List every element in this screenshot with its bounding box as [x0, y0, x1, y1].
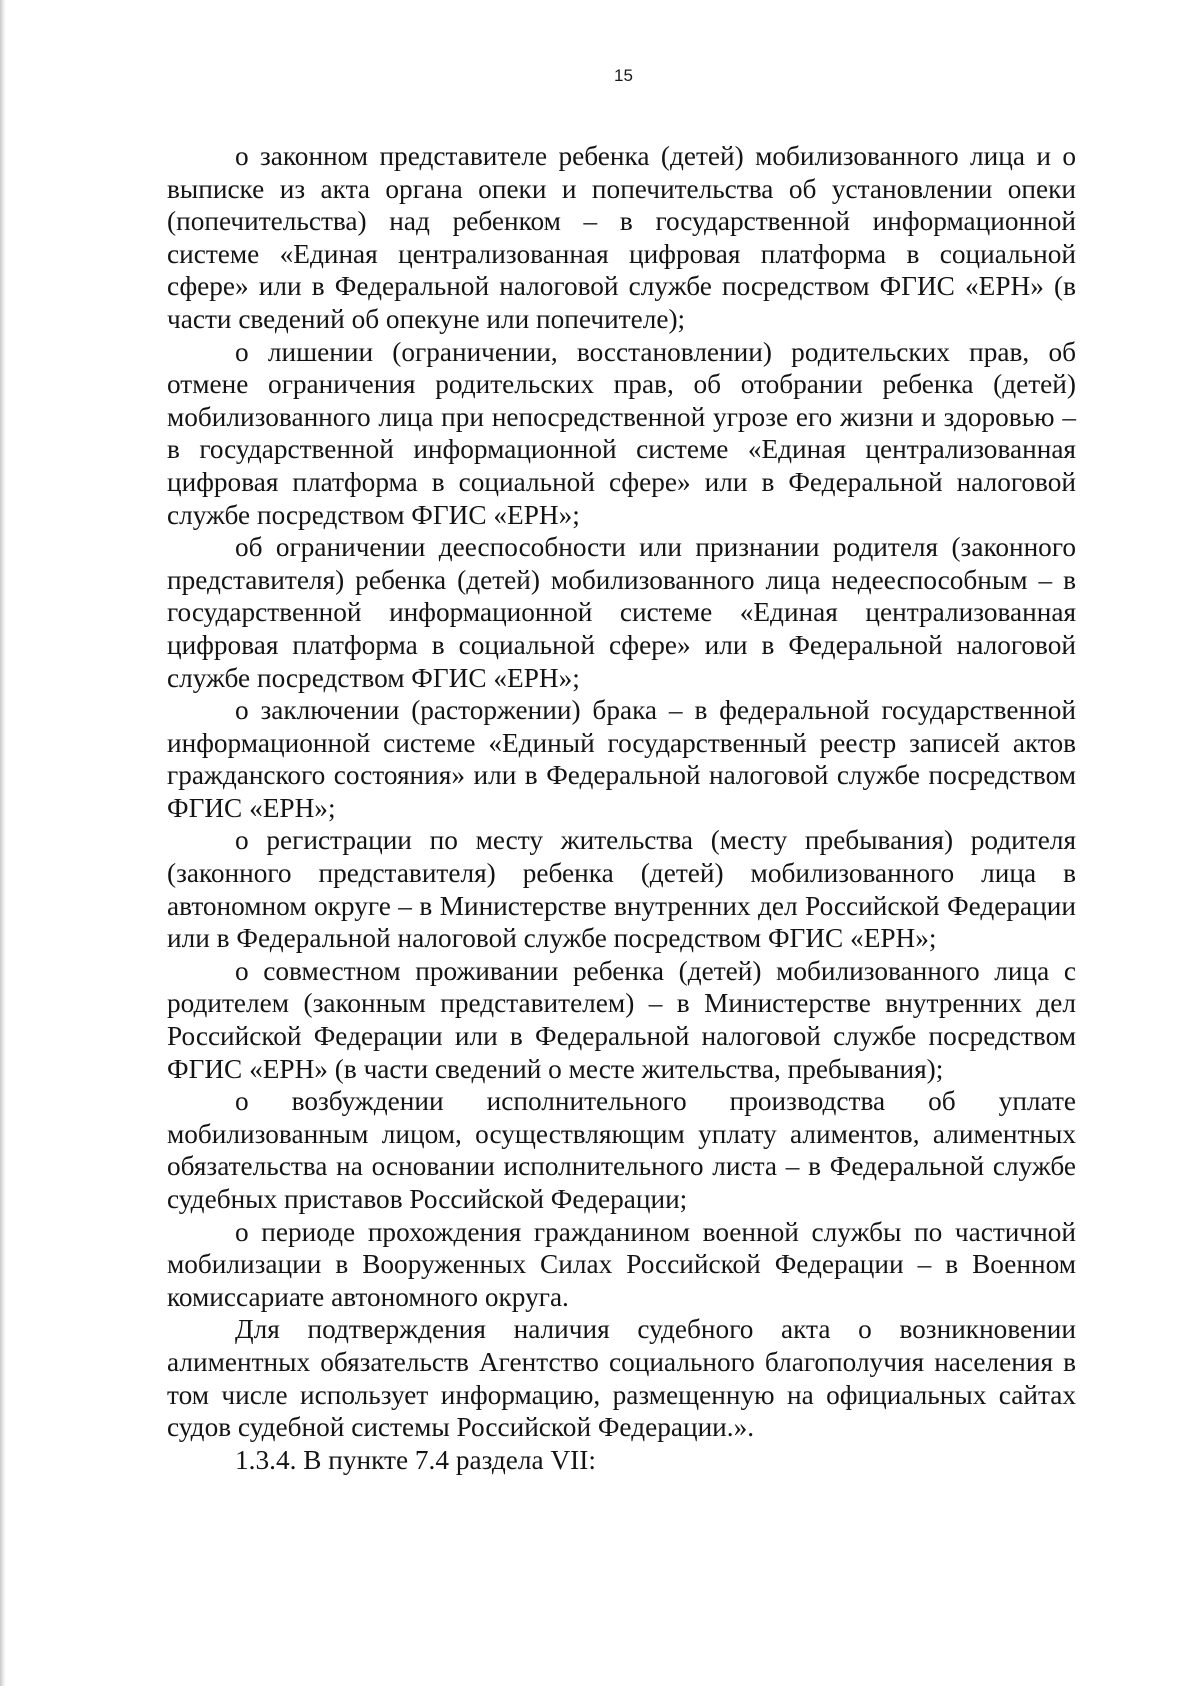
paragraph-section-heading: 1.3.4. В пункте 7.4 раздела VII: [235, 1444, 596, 1475]
paragraph-guardian-info: о законном представителе ребенка (детей) мобилизованного лица и о выписке из акта органа опеки и попечительства об установлении опеки (попечительства) над ребенком – в государственной информационной системе «Единая централизованная цифровая платформа в социальной сфере» или в Федеральной налоговой службе посредством ФГИС «ЕРН» (в части сведений об опекуне или попечителе); [167, 141, 1076, 334]
paragraph-registration: о регистрации по месту жительства (месту пребывания) родителя (законного представителя) ребенка (детей) мобилизованного лица в автономном округе – в Министерстве внутренних дел Российской Федерации или в Федеральной налоговой службе посредством ФГИС «ЕРН»; [167, 825, 1076, 954]
paragraph-parental-rights: о лишении (ограничении, восстановлении) родительских прав, об отмене ограничения родительских прав, об отобрании ребенка (детей) мобилизованного лица при непосредственной угрозе его жизни и здоровью – в государственной информационной системе «Единая централизованная цифровая платформа в социальной сфере» или в Федеральной налоговой службе посредством ФГИС «ЕРН»; [167, 336, 1076, 530]
paragraph-court-act: Для подтверждения наличия судебного акта о возникновении алиментных обязательств Агентство социального благополучия населения в том числе использует информацию, размещенную на официальных сайтах судов судебной системы Российской Федерации.». [167, 1314, 1076, 1443]
paragraph-marriage: о заключении (расторжении) брака – в федеральной государственной информационной системе «Единый государственный реестр записей актов гражданского состояния» или в Федеральной налоговой службе посредством ФГИС «ЕРН»; [167, 695, 1076, 823]
paragraph-cohabitation: о совместном проживании ребенка (детей) мобилизованного лица с родителем (законным представителем) – в Министерстве внутренних дел Российской Федерации или в Федеральной налоговой службе посредством ФГИС «ЕРН» (в части сведений о месте жительства, пребывания); [167, 955, 1076, 1084]
paragraph-military-service: о периоде прохождения гражданином военной службы по частичной мобилизации в Вооруженных Силах Российской Федерации – в Военном комиссариате автономного округа. [167, 1216, 1076, 1312]
paragraph-legal-capacity: об ограничении дееспособности или признании родителя (законного представителя) ребенка (детей) мобилизованного лица недееспособным – в государственной информационной системе «Единая централизованная цифровая платформа в социальной сфере» или в Федеральной налоговой службе посредством ФГИС «ЕРН»; [167, 532, 1076, 693]
page-number: 15 [614, 66, 633, 85]
document-body [167, 140, 1076, 1476]
paragraph-enforcement: о возбуждении исполнительного производства об уплате мобилизованным лицом, осуществляющим уплату алиментов, алиментных обязательства на основании исполнительного листа – в Федеральной службе судебных приставов Российской Федерации; [167, 1086, 1076, 1214]
